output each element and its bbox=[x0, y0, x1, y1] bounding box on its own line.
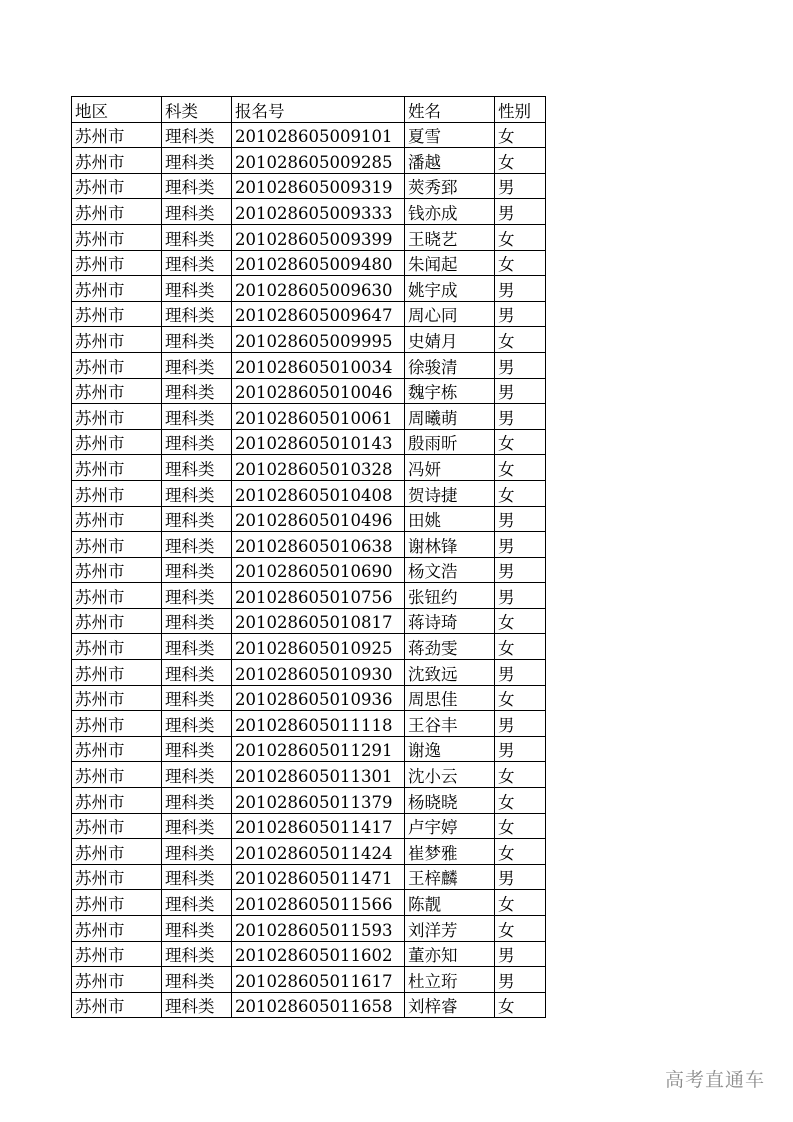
table-row bbox=[72, 864, 546, 890]
cell-gender: 女 bbox=[495, 480, 546, 506]
cell-gender: 男 bbox=[495, 941, 546, 967]
cell-gender: 男 bbox=[495, 583, 546, 609]
cell-gender: 女 bbox=[495, 788, 546, 814]
cell-region: 苏州市 bbox=[72, 660, 162, 686]
cell-gender: 女 bbox=[495, 992, 546, 1018]
cell-gender: 男 bbox=[495, 173, 546, 199]
cell-registration-number: 201028605010756 bbox=[232, 583, 405, 609]
cell-name: 贺诗捷 bbox=[405, 480, 495, 506]
cell-registration-number: 201028605011291 bbox=[232, 736, 405, 762]
table-row bbox=[72, 122, 546, 148]
cell-gender: 女 bbox=[495, 685, 546, 711]
cell-region: 苏州市 bbox=[72, 839, 162, 865]
table-row bbox=[72, 429, 546, 455]
student-roster-table bbox=[71, 96, 546, 1018]
cell-category: 理科类 bbox=[162, 788, 232, 814]
cell-registration-number: 201028605010034 bbox=[232, 352, 405, 378]
table-row bbox=[72, 634, 546, 660]
table-row bbox=[72, 173, 546, 199]
header-name: 姓名 bbox=[405, 97, 495, 123]
cell-registration-number: 201028605010496 bbox=[232, 506, 405, 532]
cell-gender: 男 bbox=[495, 276, 546, 302]
cell-gender: 女 bbox=[495, 839, 546, 865]
table-row bbox=[72, 608, 546, 634]
table-row bbox=[72, 813, 546, 839]
cell-name: 潘越 bbox=[405, 148, 495, 174]
cell-registration-number: 201028605010925 bbox=[232, 634, 405, 660]
cell-registration-number: 201028605009285 bbox=[232, 148, 405, 174]
cell-name: 殷雨昕 bbox=[405, 429, 495, 455]
cell-region: 苏州市 bbox=[72, 352, 162, 378]
cell-name: 卢宇婷 bbox=[405, 813, 495, 839]
cell-registration-number: 201028605009101 bbox=[232, 122, 405, 148]
cell-region: 苏州市 bbox=[72, 224, 162, 250]
cell-category: 理科类 bbox=[162, 378, 232, 404]
header-registration-number: 报名号 bbox=[232, 97, 405, 123]
cell-category: 理科类 bbox=[162, 506, 232, 532]
cell-name: 王梓麟 bbox=[405, 864, 495, 890]
cell-name: 沈致远 bbox=[405, 660, 495, 686]
cell-name: 姚宇成 bbox=[405, 276, 495, 302]
cell-category: 理科类 bbox=[162, 941, 232, 967]
cell-name: 杨晓晓 bbox=[405, 788, 495, 814]
table-row bbox=[72, 916, 546, 942]
cell-registration-number: 201028605009995 bbox=[232, 327, 405, 353]
cell-category: 理科类 bbox=[162, 122, 232, 148]
cell-gender: 男 bbox=[495, 506, 546, 532]
cell-gender: 男 bbox=[495, 378, 546, 404]
cell-gender: 女 bbox=[495, 148, 546, 174]
cell-name: 沈小云 bbox=[405, 762, 495, 788]
table-row bbox=[72, 557, 546, 583]
cell-registration-number: 201028605011602 bbox=[232, 941, 405, 967]
cell-region: 苏州市 bbox=[72, 506, 162, 532]
cell-name: 田姚 bbox=[405, 506, 495, 532]
cell-gender: 女 bbox=[495, 916, 546, 942]
cell-region: 苏州市 bbox=[72, 404, 162, 430]
cell-category: 理科类 bbox=[162, 736, 232, 762]
cell-name: 莢秀郅 bbox=[405, 173, 495, 199]
cell-region: 苏州市 bbox=[72, 916, 162, 942]
cell-name: 史婧月 bbox=[405, 327, 495, 353]
cell-name: 杜立珩 bbox=[405, 967, 495, 993]
cell-category: 理科类 bbox=[162, 864, 232, 890]
cell-region: 苏州市 bbox=[72, 813, 162, 839]
cell-name: 刘洋芳 bbox=[405, 916, 495, 942]
cell-name: 魏宇栋 bbox=[405, 378, 495, 404]
cell-region: 苏州市 bbox=[72, 532, 162, 558]
cell-registration-number: 201028605010690 bbox=[232, 557, 405, 583]
cell-registration-number: 201028605009333 bbox=[232, 199, 405, 225]
cell-region: 苏州市 bbox=[72, 455, 162, 481]
cell-category: 理科类 bbox=[162, 148, 232, 174]
cell-name: 蒋诗琦 bbox=[405, 608, 495, 634]
table-row bbox=[72, 685, 546, 711]
cell-registration-number: 201028605009480 bbox=[232, 250, 405, 276]
table-row bbox=[72, 711, 546, 737]
header-region: 地区 bbox=[72, 97, 162, 123]
cell-category: 理科类 bbox=[162, 173, 232, 199]
table-row bbox=[72, 148, 546, 174]
cell-category: 理科类 bbox=[162, 199, 232, 225]
cell-region: 苏州市 bbox=[72, 788, 162, 814]
cell-gender: 男 bbox=[495, 199, 546, 225]
cell-registration-number: 201028605010638 bbox=[232, 532, 405, 558]
cell-registration-number: 201028605009399 bbox=[232, 224, 405, 250]
header-gender: 性别 bbox=[495, 97, 546, 123]
cell-category: 理科类 bbox=[162, 608, 232, 634]
cell-gender: 男 bbox=[495, 660, 546, 686]
table-row bbox=[72, 660, 546, 686]
table-row bbox=[72, 378, 546, 404]
cell-name: 蒋劲雯 bbox=[405, 634, 495, 660]
table-row bbox=[72, 532, 546, 558]
cell-name: 王晓艺 bbox=[405, 224, 495, 250]
table-row bbox=[72, 788, 546, 814]
cell-registration-number: 201028605011417 bbox=[232, 813, 405, 839]
cell-name: 谢林锋 bbox=[405, 532, 495, 558]
cell-registration-number: 201028605011658 bbox=[232, 992, 405, 1018]
cell-gender: 男 bbox=[495, 711, 546, 737]
cell-gender: 女 bbox=[495, 327, 546, 353]
cell-category: 理科类 bbox=[162, 813, 232, 839]
cell-region: 苏州市 bbox=[72, 250, 162, 276]
table-row bbox=[72, 890, 546, 916]
cell-category: 理科类 bbox=[162, 224, 232, 250]
cell-name: 徐骏清 bbox=[405, 352, 495, 378]
cell-region: 苏州市 bbox=[72, 583, 162, 609]
cell-registration-number: 201028605010817 bbox=[232, 608, 405, 634]
table-row bbox=[72, 404, 546, 430]
cell-category: 理科类 bbox=[162, 455, 232, 481]
cell-category: 理科类 bbox=[162, 634, 232, 660]
cell-category: 理科类 bbox=[162, 557, 232, 583]
cell-category: 理科类 bbox=[162, 916, 232, 942]
cell-registration-number: 201028605011617 bbox=[232, 967, 405, 993]
cell-gender: 女 bbox=[495, 224, 546, 250]
cell-registration-number: 201028605010408 bbox=[232, 480, 405, 506]
cell-category: 理科类 bbox=[162, 301, 232, 327]
cell-registration-number: 201028605009319 bbox=[232, 173, 405, 199]
table-row bbox=[72, 480, 546, 506]
table-row bbox=[72, 352, 546, 378]
cell-name: 崔梦雅 bbox=[405, 839, 495, 865]
cell-registration-number: 201028605010143 bbox=[232, 429, 405, 455]
watermark-text: 高考直通车 bbox=[664, 1069, 765, 1091]
cell-category: 理科类 bbox=[162, 404, 232, 430]
cell-category: 理科类 bbox=[162, 890, 232, 916]
cell-category: 理科类 bbox=[162, 762, 232, 788]
cell-category: 理科类 bbox=[162, 327, 232, 353]
cell-gender: 男 bbox=[495, 352, 546, 378]
cell-category: 理科类 bbox=[162, 967, 232, 993]
cell-region: 苏州市 bbox=[72, 301, 162, 327]
cell-gender: 女 bbox=[495, 762, 546, 788]
cell-region: 苏州市 bbox=[72, 736, 162, 762]
cell-gender: 女 bbox=[495, 890, 546, 916]
cell-registration-number: 201028605011566 bbox=[232, 890, 405, 916]
cell-name: 陈靓 bbox=[405, 890, 495, 916]
cell-region: 苏州市 bbox=[72, 992, 162, 1018]
cell-gender: 男 bbox=[495, 532, 546, 558]
cell-registration-number: 201028605011471 bbox=[232, 864, 405, 890]
cell-name: 钱亦成 bbox=[405, 199, 495, 225]
cell-name: 王谷丰 bbox=[405, 711, 495, 737]
cell-region: 苏州市 bbox=[72, 711, 162, 737]
table-row bbox=[72, 455, 546, 481]
cell-region: 苏州市 bbox=[72, 480, 162, 506]
cell-region: 苏州市 bbox=[72, 327, 162, 353]
cell-gender: 女 bbox=[495, 250, 546, 276]
cell-name: 谢逸 bbox=[405, 736, 495, 762]
cell-name: 夏雪 bbox=[405, 122, 495, 148]
table-body bbox=[72, 122, 546, 1018]
cell-category: 理科类 bbox=[162, 532, 232, 558]
cell-region: 苏州市 bbox=[72, 378, 162, 404]
cell-region: 苏州市 bbox=[72, 557, 162, 583]
cell-gender: 男 bbox=[495, 301, 546, 327]
table-row bbox=[72, 327, 546, 353]
cell-region: 苏州市 bbox=[72, 634, 162, 660]
cell-category: 理科类 bbox=[162, 839, 232, 865]
cell-name: 董亦知 bbox=[405, 941, 495, 967]
cell-gender: 女 bbox=[495, 429, 546, 455]
cell-gender: 女 bbox=[495, 608, 546, 634]
cell-category: 理科类 bbox=[162, 480, 232, 506]
cell-region: 苏州市 bbox=[72, 608, 162, 634]
cell-region: 苏州市 bbox=[72, 864, 162, 890]
cell-gender: 男 bbox=[495, 736, 546, 762]
cell-name: 张钮约 bbox=[405, 583, 495, 609]
table-row bbox=[72, 967, 546, 993]
cell-gender: 男 bbox=[495, 404, 546, 430]
cell-name: 朱闻起 bbox=[405, 250, 495, 276]
cell-category: 理科类 bbox=[162, 685, 232, 711]
table-row bbox=[72, 941, 546, 967]
cell-registration-number: 201028605011424 bbox=[232, 839, 405, 865]
cell-region: 苏州市 bbox=[72, 122, 162, 148]
cell-category: 理科类 bbox=[162, 583, 232, 609]
cell-gender: 男 bbox=[495, 967, 546, 993]
cell-registration-number: 201028605010046 bbox=[232, 378, 405, 404]
cell-gender: 女 bbox=[495, 122, 546, 148]
cell-name: 周心同 bbox=[405, 301, 495, 327]
cell-gender: 女 bbox=[495, 634, 546, 660]
cell-region: 苏州市 bbox=[72, 762, 162, 788]
cell-gender: 女 bbox=[495, 455, 546, 481]
cell-category: 理科类 bbox=[162, 352, 232, 378]
cell-region: 苏州市 bbox=[72, 685, 162, 711]
cell-name: 杨文浩 bbox=[405, 557, 495, 583]
table-row bbox=[72, 506, 546, 532]
cell-name: 刘梓睿 bbox=[405, 992, 495, 1018]
cell-category: 理科类 bbox=[162, 429, 232, 455]
cell-region: 苏州市 bbox=[72, 429, 162, 455]
cell-registration-number: 201028605010328 bbox=[232, 455, 405, 481]
cell-region: 苏州市 bbox=[72, 148, 162, 174]
cell-registration-number: 201028605010936 bbox=[232, 685, 405, 711]
cell-gender: 男 bbox=[495, 557, 546, 583]
cell-region: 苏州市 bbox=[72, 890, 162, 916]
table-row bbox=[72, 199, 546, 225]
cell-registration-number: 201028605011379 bbox=[232, 788, 405, 814]
cell-region: 苏州市 bbox=[72, 276, 162, 302]
cell-registration-number: 201028605010930 bbox=[232, 660, 405, 686]
table-row bbox=[72, 762, 546, 788]
cell-name: 周思佳 bbox=[405, 685, 495, 711]
cell-category: 理科类 bbox=[162, 992, 232, 1018]
table-row bbox=[72, 224, 546, 250]
cell-region: 苏州市 bbox=[72, 967, 162, 993]
cell-category: 理科类 bbox=[162, 711, 232, 737]
cell-registration-number: 201028605009647 bbox=[232, 301, 405, 327]
header-category: 科类 bbox=[162, 97, 232, 123]
cell-registration-number: 201028605011593 bbox=[232, 916, 405, 942]
cell-category: 理科类 bbox=[162, 250, 232, 276]
table-row bbox=[72, 736, 546, 762]
table-row bbox=[72, 250, 546, 276]
cell-region: 苏州市 bbox=[72, 941, 162, 967]
cell-registration-number: 201028605009630 bbox=[232, 276, 405, 302]
cell-region: 苏州市 bbox=[72, 173, 162, 199]
table-row bbox=[72, 276, 546, 302]
cell-region: 苏州市 bbox=[72, 199, 162, 225]
cell-name: 周曦萌 bbox=[405, 404, 495, 430]
table-row bbox=[72, 583, 546, 609]
cell-gender: 女 bbox=[495, 813, 546, 839]
table-header-row bbox=[72, 97, 546, 123]
cell-category: 理科类 bbox=[162, 660, 232, 686]
cell-registration-number: 201028605010061 bbox=[232, 404, 405, 430]
cell-category: 理科类 bbox=[162, 276, 232, 302]
cell-gender: 男 bbox=[495, 864, 546, 890]
cell-registration-number: 201028605011118 bbox=[232, 711, 405, 737]
cell-registration-number: 201028605011301 bbox=[232, 762, 405, 788]
table-row bbox=[72, 992, 546, 1018]
table-row bbox=[72, 839, 546, 865]
cell-name: 冯妍 bbox=[405, 455, 495, 481]
table-row bbox=[72, 301, 546, 327]
